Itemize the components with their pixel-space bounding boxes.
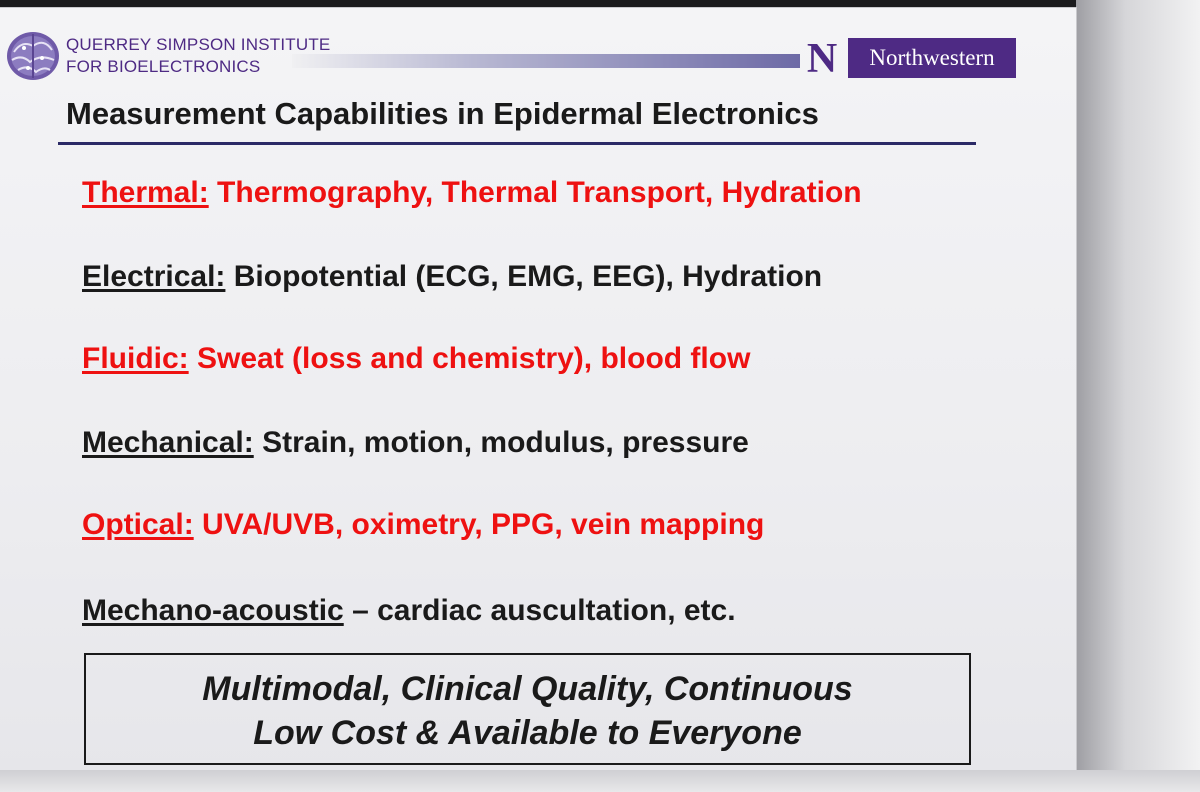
brain-icon: [4, 28, 62, 84]
northwestern-wordmark: Northwestern: [848, 38, 1016, 78]
institute-logo: [4, 28, 330, 84]
capability-description: Sweat (loss and chemistry), blood flow: [197, 342, 751, 375]
capability-fluidic: [82, 342, 750, 376]
capability-description: – cardiac auscultation, etc.: [352, 594, 736, 627]
capability-thermal: [82, 176, 862, 210]
institute-name-line1: QUERREY SIMPSON INSTITUTE: [66, 35, 331, 54]
header-gradient-bar: [292, 54, 800, 68]
capability-label: Fluidic:: [82, 342, 189, 375]
capability-description: Thermography, Thermal Transport, Hydration: [217, 176, 862, 209]
slide-title: Measurement Capabilities in Epidermal Electronics: [66, 96, 819, 131]
summary-line-1: Multimodal, Clinical Quality, Continuous: [202, 670, 853, 708]
summary-box: [84, 653, 971, 765]
northwestern-n-logo: [802, 36, 842, 78]
northwestern-n-glyph: N: [806, 37, 838, 77]
capability-description: Biopotential (ECG, EMG, EEG), Hydration: [233, 260, 823, 293]
capability-optical: [82, 508, 764, 542]
institute-name-line2: FOR BIOELECTRONICS: [66, 57, 261, 76]
capability-electrical: [82, 260, 822, 294]
capability-description: Strain, motion, modulus, pressure: [262, 426, 749, 459]
capability-label: Electrical:: [82, 260, 226, 293]
capability-mechano-acoustic: [82, 594, 736, 628]
capability-description: UVA/UVB, oximetry, PPG, vein mapping: [202, 508, 765, 541]
institute-name: [66, 34, 330, 78]
summary-line-2: Low Cost & Available to Everyone: [253, 714, 802, 752]
title-underline-rule: [58, 142, 976, 145]
room-bottom-edge: [0, 770, 1200, 792]
capability-label: Mechano-acoustic: [82, 594, 344, 627]
capability-label: Optical:: [82, 508, 194, 541]
capability-label: Mechanical:: [82, 426, 254, 459]
room-wall-right: [1076, 0, 1200, 792]
capability-label: Thermal:: [82, 176, 209, 209]
capability-mechanical: [82, 426, 749, 460]
presentation-slide: [0, 8, 1076, 782]
